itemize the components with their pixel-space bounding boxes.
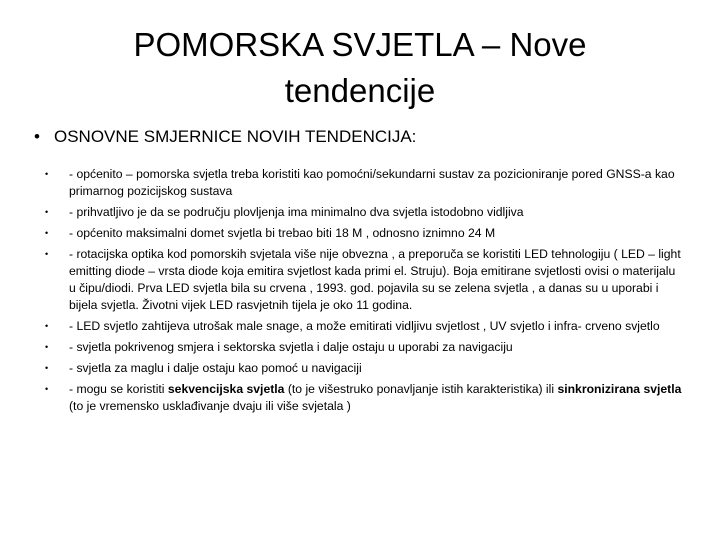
list-bullet: • <box>45 228 49 238</box>
title-line-2: tendencije <box>284 72 436 109</box>
list-item-text: - svjetla za maglu i dalje ostaju kao pomoć u navigaciji <box>69 361 362 375</box>
list-item-text: - prihvatljivo je da se području plovljenja ima minimalno dva svjetla istodobno vidljiva <box>69 205 524 219</box>
list-bullet: • <box>45 321 49 331</box>
heading-bullet: • <box>34 127 40 146</box>
text-segment: (to je vremensko usklađivanje dvaju ili više svjetala ) <box>69 399 351 413</box>
slide-title <box>60 22 660 114</box>
list-item <box>45 381 685 415</box>
list-bullet: • <box>45 207 49 217</box>
list-item <box>45 318 685 335</box>
text-segment: (to je višestruko ponavljanje istih karakteristika) ili <box>284 382 558 396</box>
list-item <box>45 225 685 242</box>
list-bullet: • <box>45 363 49 373</box>
list-item <box>45 360 685 377</box>
bold-term-sequential-lights: sekvencijska svjetla <box>167 382 285 396</box>
section-heading <box>34 127 416 147</box>
list-item-text: - općenito maksimalni domet svjetla bi trebao biti 18 M , odnosno iznimno 24 M <box>69 226 496 240</box>
text-segment: - mogu se koristiti <box>69 382 168 396</box>
list-item <box>45 204 685 221</box>
bullet-list <box>45 166 685 419</box>
list-item-text: - općenito – pomorska svjetla treba koristiti kao pomoćni/sekundarni sustav za pozicioniranje pored GNSS-a kao primarnog pozicijskog sustava <box>69 167 675 198</box>
list-bullet: • <box>45 342 49 352</box>
list-item-text: - rotacijska optika kod pomorskih svjetala više nije obvezna , a preporuča se koristiti LED tehnologiju ( LED – light emitting diode – vrsta diode koja emitira svjetlost kada primi el. Struju). Boja emitirane svjetlosti ovisi o materijalu u čipu/diodi. Prva LED svjetla bila su crvena , 1993. god. pojavila su se zelena svjetla , a danas su u uporabi i bijela svjetla. Životni vijek LED rasvjetnih tijela je oko 11 godina. <box>69 247 681 312</box>
list-bullet: • <box>45 249 49 259</box>
title-line-1: POMORSKA SVJETLA – Nove <box>133 26 587 63</box>
list-bullet: • <box>45 169 49 179</box>
list-item-text <box>69 381 685 415</box>
list-item-text: - LED svjetlo zahtijeva utrošak male snage, a može emitirati vidljivu svjetlost , UV svjetlo i infra- crveno svjetlo <box>69 319 660 333</box>
bold-term-synchronized-lights: sinkronizirana svjetla <box>557 382 682 396</box>
list-item-text: - svjetla pokrivenog smjera i sektorska svjetla i dalje ostaju u uporabi za navigaciju <box>69 340 513 354</box>
list-bullet: • <box>45 384 49 394</box>
list-item <box>45 166 685 200</box>
list-item <box>45 339 685 356</box>
heading-text: OSNOVNE SMJERNICE NOVIH TENDENCIJA: <box>54 127 417 146</box>
list-item <box>45 246 685 314</box>
